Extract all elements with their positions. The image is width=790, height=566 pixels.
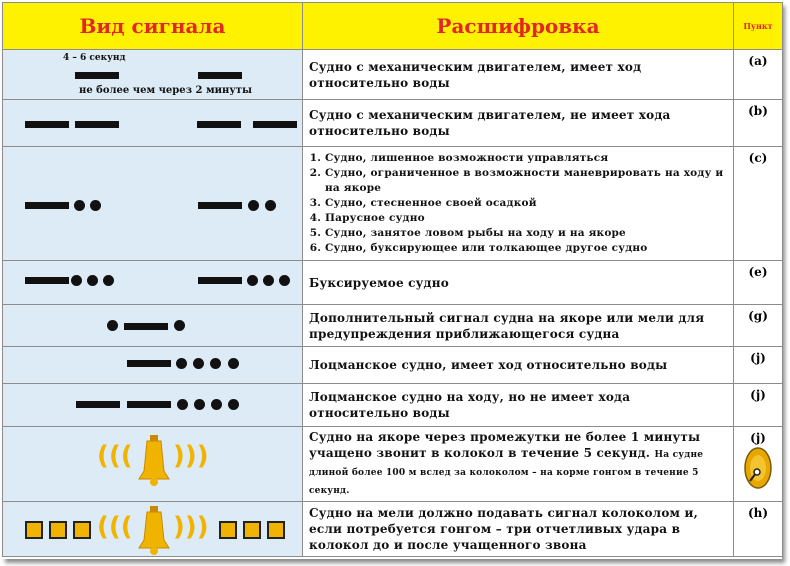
long-blast: [76, 401, 120, 408]
signal-cell: [3, 261, 303, 305]
signal-cell: [3, 50, 303, 100]
signal-cell: [3, 427, 303, 502]
list-item: 4. Парусное судно: [325, 211, 727, 226]
table-row: [3, 100, 783, 147]
point-label: (j): [734, 347, 783, 384]
point-label: [734, 427, 783, 502]
signal-cell: [3, 502, 303, 557]
sound-signals-table: [2, 2, 783, 557]
long-blast: [253, 121, 297, 128]
list-item: 2. Судно, ограниченное в возможности маневрировать на ходу и на якоре: [325, 166, 727, 196]
table-row: [3, 502, 783, 557]
meaning-note: На судне длиной более 100 м вслед за колоколом – на корме гонгом в течение 5 секунд.: [309, 450, 704, 496]
point-label: (j): [734, 384, 783, 427]
long-blast: [25, 277, 69, 284]
table-row: [3, 50, 783, 100]
bell-icon: [137, 506, 171, 556]
long-blast: [127, 360, 171, 367]
short-blast: [177, 399, 188, 410]
list-item: 6. Судно, буксирующее или толкающее другое судно: [325, 241, 727, 256]
short-blast: [248, 200, 259, 211]
signal-meaning: Лоцманское судно на ходу, но не имеет хода относительно воды: [303, 384, 734, 427]
sound-waves-icon: ))): [173, 441, 209, 471]
long-blast: [25, 121, 69, 128]
long-blast: [198, 277, 242, 284]
point-label: (b): [734, 100, 783, 147]
long-blast: [75, 72, 119, 79]
header-point: Пункт: [734, 3, 783, 50]
sound-waves-icon: ))): [173, 512, 209, 542]
bell-stroke-icon: [25, 521, 43, 539]
duration-label: 4 – 6 секунд: [63, 53, 126, 63]
table-row: [3, 261, 783, 305]
bell-icon: [137, 435, 171, 487]
point-label: (a): [734, 50, 783, 100]
bell-stroke-icon: [243, 521, 261, 539]
header-signal: Вид сигнала: [3, 3, 303, 50]
list-item: 1. Судно, лишенное возможности управляться: [325, 151, 727, 166]
signal-meaning: Дополнительный сигнал судна на якоре или мели для предупреждения приближающегося судна: [303, 305, 734, 347]
long-blast: [124, 323, 168, 330]
table-row: [3, 305, 783, 347]
point-label: (e): [734, 261, 783, 305]
sound-waves-icon: (((: [97, 441, 133, 471]
vessel-list: [309, 151, 727, 256]
short-blast: [176, 358, 187, 369]
long-blast: [25, 202, 69, 209]
signal-table-frame: [2, 2, 782, 559]
short-blast: [90, 200, 101, 211]
long-blast: [127, 401, 171, 408]
signal-meaning: [303, 427, 734, 502]
list-item: 5. Судно, занятое ловом рыбы на ходу и на якоре: [325, 226, 727, 241]
long-blast: [197, 121, 241, 128]
short-blast: [211, 399, 222, 410]
long-blast: [198, 72, 242, 79]
header-meaning: Расшифровка: [303, 3, 734, 50]
short-blast: [87, 275, 98, 286]
short-blast: [228, 399, 239, 410]
list-item: 3. Судно, стесненное своей осадкой: [325, 196, 727, 211]
point-label: (c): [734, 147, 783, 261]
bell-stroke-icon: [219, 521, 237, 539]
header-row: [3, 3, 783, 50]
short-blast: [193, 358, 204, 369]
bell-stroke-icon: [49, 521, 67, 539]
table-row: [3, 147, 783, 261]
short-blast: [265, 200, 276, 211]
short-blast: [74, 200, 85, 211]
signal-cell: [3, 347, 303, 384]
short-blast: [263, 275, 274, 286]
long-blast: [75, 121, 119, 128]
signal-cell: [3, 384, 303, 427]
signal-cell: [3, 147, 303, 261]
bell-stroke-icon: [73, 521, 91, 539]
signal-meaning: Судно с механическим двигателем, не имеет хода относительно воды: [303, 100, 734, 147]
point-text: (j): [750, 431, 766, 445]
signal-meaning: Буксируемое судно: [303, 261, 734, 305]
table-row: [3, 384, 783, 427]
short-blast: [279, 275, 290, 286]
short-blast: [174, 320, 185, 331]
short-blast: [71, 275, 82, 286]
signal-meaning: Лоцманское судно, имеет ход относительно воды: [303, 347, 734, 384]
signal-cell: [3, 305, 303, 347]
sound-waves-icon: (((: [97, 512, 133, 542]
bell-stroke-icon: [267, 521, 285, 539]
point-label: (g): [734, 305, 783, 347]
short-blast: [103, 275, 114, 286]
short-blast: [228, 358, 239, 369]
interval-label: не более чем через 2 минуты: [79, 85, 252, 96]
short-blast: [210, 358, 221, 369]
signal-meaning: [303, 147, 734, 261]
meaning-main: Судно на якоре через промежутки не более 1 минуты учащено звонит в колокол в течение 5 секунд.: [309, 430, 701, 460]
signal-meaning: Судно с механическим двигателем, имеет ход относительно воды: [303, 50, 734, 100]
point-label: (h): [734, 502, 783, 557]
signal-cell: [3, 100, 303, 147]
short-blast: [247, 275, 258, 286]
short-blast: [107, 320, 118, 331]
short-blast: [194, 399, 205, 410]
table-row: [3, 347, 783, 384]
table-row: [3, 427, 783, 502]
signal-meaning: Судно на мели должно подавать сигнал колоколом и, если потребуется гонгом – три отчетливых удара в колокол до и после учащенного звона: [303, 502, 734, 557]
long-blast: [198, 202, 242, 209]
gong-icon: [744, 447, 772, 489]
